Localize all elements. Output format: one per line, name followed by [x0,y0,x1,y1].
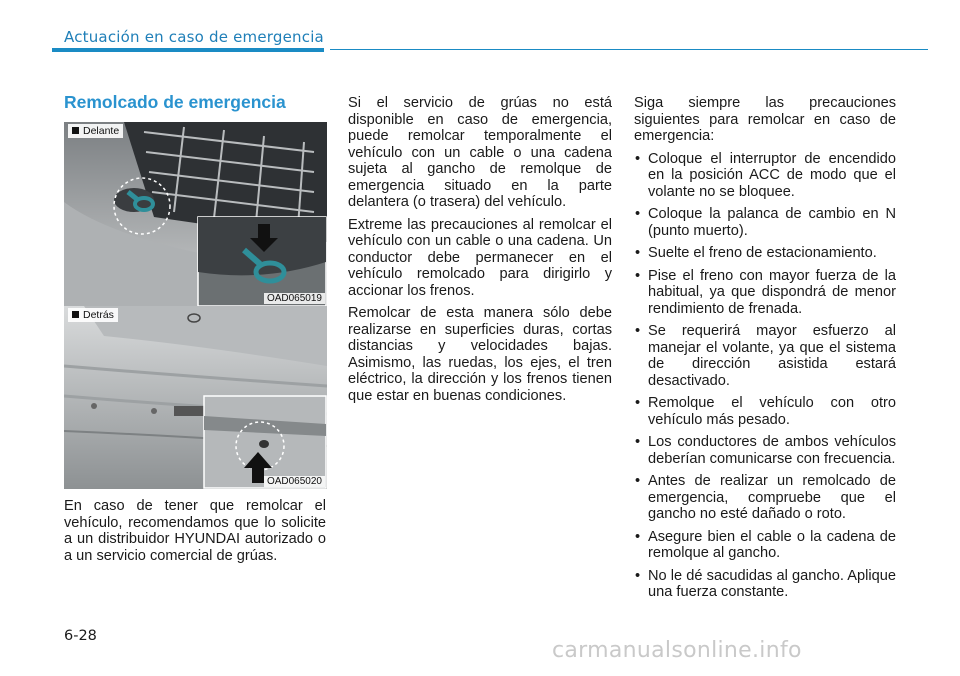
front-photo-code: OAD065019 [264,293,325,304]
section-heading: Remolcado de emergencia [64,92,286,112]
watermark: carmanualsonline.info [552,638,802,663]
rear-photo-code: OAD065020 [264,476,325,487]
header-rule-accent [52,48,324,52]
list-item: • Suelte el freno de estacionamiento. [634,245,896,262]
precautions-list [634,151,896,601]
list-item: • Coloque el interruptor de encendido en la posición ACC de modo que el volante no se bloquee. [634,151,896,201]
rear-tow-hook-photo [64,306,327,489]
body-paragraph: Si el servicio de grúas no está disponible en caso de emergencia, puede remolcar temporalmente el vehículo con un cable o una cadena sujeta al gancho de remolque de emergencia situado en la parte delantera (o trasera) del vehículo. [348,95,612,210]
list-item: • Se requerirá mayor esfuerzo al manejar el volante, ya que el sistema de dirección asistida estará desactivado. [634,323,896,389]
page-number: 6-28 [64,628,97,644]
list-item: • No le dé sacudidas al gancho. Aplique una fuerza constante. [634,568,896,601]
list-item: • Antes de realizar un remolcado de emergencia, compruebe que el gancho no esté dañado o roto. [634,473,896,523]
column-1 [64,498,326,570]
column-3 [634,95,896,607]
list-item: • Remolque el vehículo con otro vehículo más pesado. [634,395,896,428]
header-rule [330,49,928,50]
body-paragraph: Remolcar de esta manera sólo debe realizarse en superficies duras, cortas distancias y velocidades bajas. Asimismo, las ruedas, los ejes, el tren eléctrico, la dirección y los frenos tienen que estar en buenas condiciones. [348,305,612,404]
list-item: • Asegure bien el cable o la cadena de remolque al gancho. [634,529,896,562]
list-item: • Los conductores de ambos vehículos deberían comunicarse con frecuencia. [634,434,896,467]
list-item: • Pise el freno con mayor fuerza de la habitual, ya que dispondrá de menor rendimiento de frenada. [634,268,896,318]
column-2 [348,95,612,410]
rear-photo-label: Detrás [68,308,118,322]
list-item: • Coloque la palanca de cambio en N (punto muerto). [634,206,896,239]
front-photo-label: Delante [68,124,123,138]
body-paragraph: Extreme las precauciones al remolcar el vehículo con un cable o una cadena. Un conductor debe permanecer en el vehículo remolcado para dirigirlo y accionar los frenos. [348,216,612,299]
running-header-title: Actuación en caso de emergencia [64,28,324,46]
front-tow-hook-photo [64,122,327,306]
precautions-intro: Siga siempre las precauciones siguientes para remolcar en caso de emergencia: [634,95,896,144]
body-paragraph: En caso de tener que remolcar el vehículo, recomendamos que lo solicite a un distribuidor HYUNDAI autorizado o a un servicio comercial de grúas. [64,498,326,564]
